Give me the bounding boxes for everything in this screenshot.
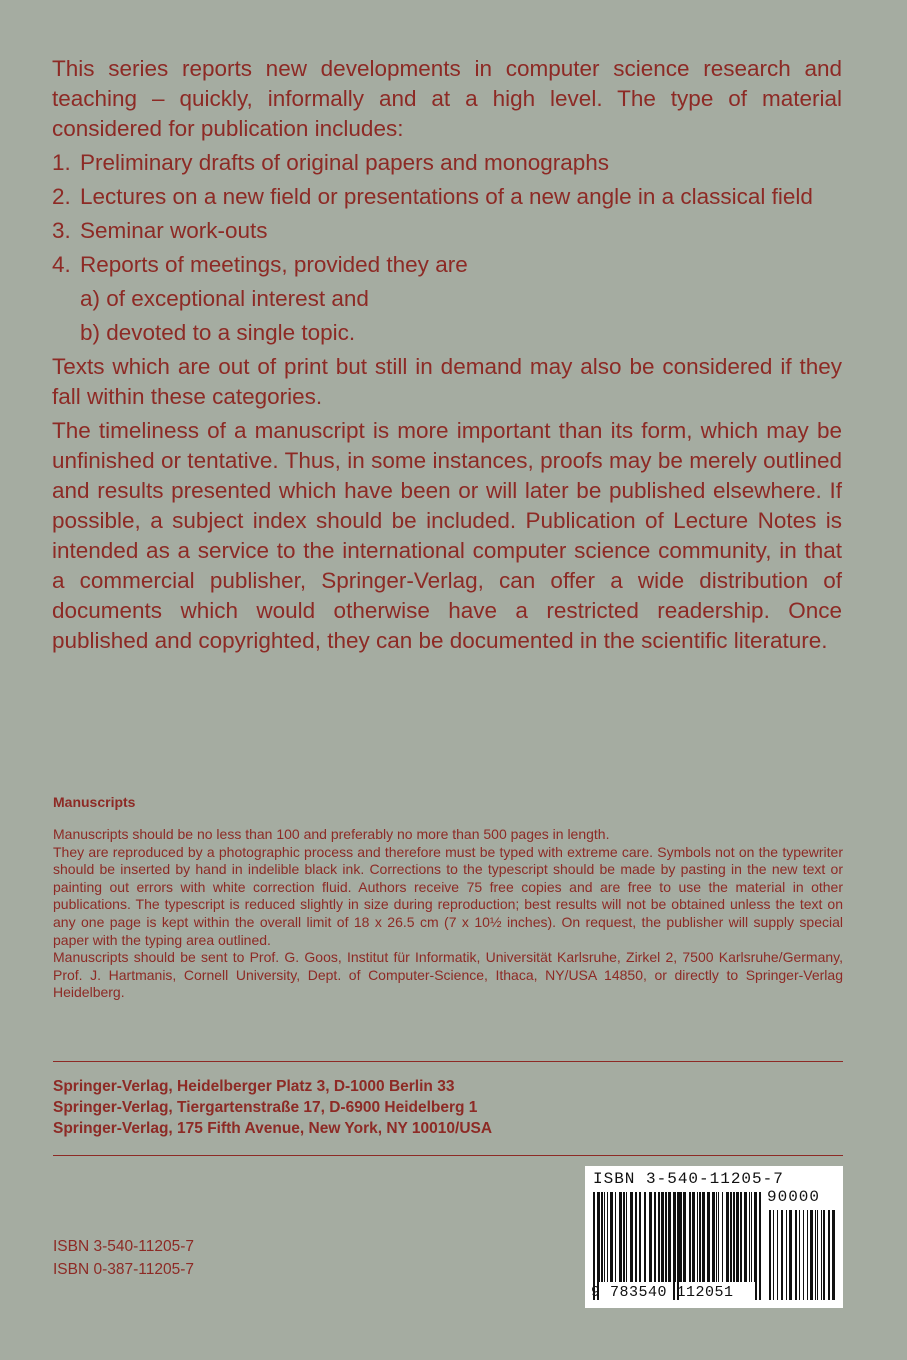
timeliness-paragraph: The timeliness of a manuscript is more important than its form, which may be unfinished or tentative. Thus, in some instances, proofs may be merely outlined and results presented which have been or will later be published elsewhere. If possible, a subject index should be included. Publication of Lecture Notes is intended as a service to the international computer science community, in that a commercial publisher, Springer-Verlag, can offer a wide distribution of documents which would otherwise have a restricted readership. Once published and copyrighted, they can be documented in the scientific literature. [52,418,842,653]
list-text: Seminar work-outs [80,218,268,243]
series-description [52,54,842,660]
out-of-print-paragraph: Texts which are out of print but still in demand may also be considered if they fall within these categories. [52,354,842,409]
manuscripts-section [53,794,843,1002]
list-item [52,182,842,212]
list-number: 1. [52,150,71,175]
isbn-list [53,1235,194,1281]
list-text: Preliminary drafts of original papers and monographs [80,150,610,175]
list-item [52,216,842,246]
meeting-conditions [80,284,842,348]
sublist-item: a) of exceptional interest and [80,286,369,311]
list-text: Lectures on a new field or presentations of a new angle in a classical field [80,184,813,209]
manuscripts-length-text: Manuscripts should be no less than 100 and preferably no more than 500 pages in length. [53,826,610,842]
address-line: Springer-Verlag, Tiergartenstraße 17, D-6900 Heidelberg 1 [53,1099,478,1116]
list-number: 2. [52,184,71,209]
isbn-line: ISBN 0-387-11205-7 [53,1261,195,1278]
barcode-isbn-label: ISBN 3-540-11205-7 [593,1170,784,1188]
address-line: Springer-Verlag, 175 Fifth Avenue, New York, NY 10010/USA [53,1120,493,1137]
divider-line [53,1155,843,1156]
list-item [52,250,842,348]
list-text: Reports of meetings, provided they are [80,252,468,277]
isbn-line: ISBN 3-540-11205-7 [53,1238,195,1255]
barcode-main-digits: 9 783540 112051 [591,1284,734,1301]
sublist-item: b) devoted to a single topic. [80,320,356,345]
manuscripts-submission-text: Manuscripts should be sent to Prof. G. Goos, Institut für Informatik, Universität Karlsruhe, Zirkel 2, 7500 Karlsruhe/Germany, Prof. J. Hartmanis, Cornell University, Dept. of Computer-Science, Ithaca, NY/USA 14850, or directly to Springer-Verlag Heidelberg. [53,949,843,1001]
manuscripts-heading: Manuscripts [53,794,136,810]
publisher-addresses [53,1076,843,1139]
list-number: 4. [52,252,71,277]
intro-paragraph: This series reports new developments in computer science research and teaching – quickly, informally and at a high level. The type of material considered for publication includes: [52,56,842,141]
divider-line [53,1061,843,1062]
list-item [52,148,842,178]
manuscripts-typing-text: They are reproduced by a photographic process and therefore must be typed with extreme care. Symbols not on the typewriter should be inserted by hand in indelible black ink. Corrections to the typescript should be made by pasting in the new text or painting out errors with white correction fluid. Authors receive 75 free copies and are free to use the material in other publications. The typescript is reduced slightly in size during reproduction; best results will not be obtained unless the text on any one page is kept within the overall limit of 18 x 26.5 cm (7 x 10½ inches). On request, the publisher will supply special paper with the typing area outlined. [53,843,843,948]
manuscripts-body [53,826,843,1002]
address-line: Springer-Verlag, Heidelberger Platz 3, D-1000 Berlin 33 [53,1078,455,1095]
material-list [52,148,842,348]
barcode [585,1166,843,1308]
barcode-addon-digits: 90000 [767,1188,821,1206]
list-number: 3. [52,218,71,243]
